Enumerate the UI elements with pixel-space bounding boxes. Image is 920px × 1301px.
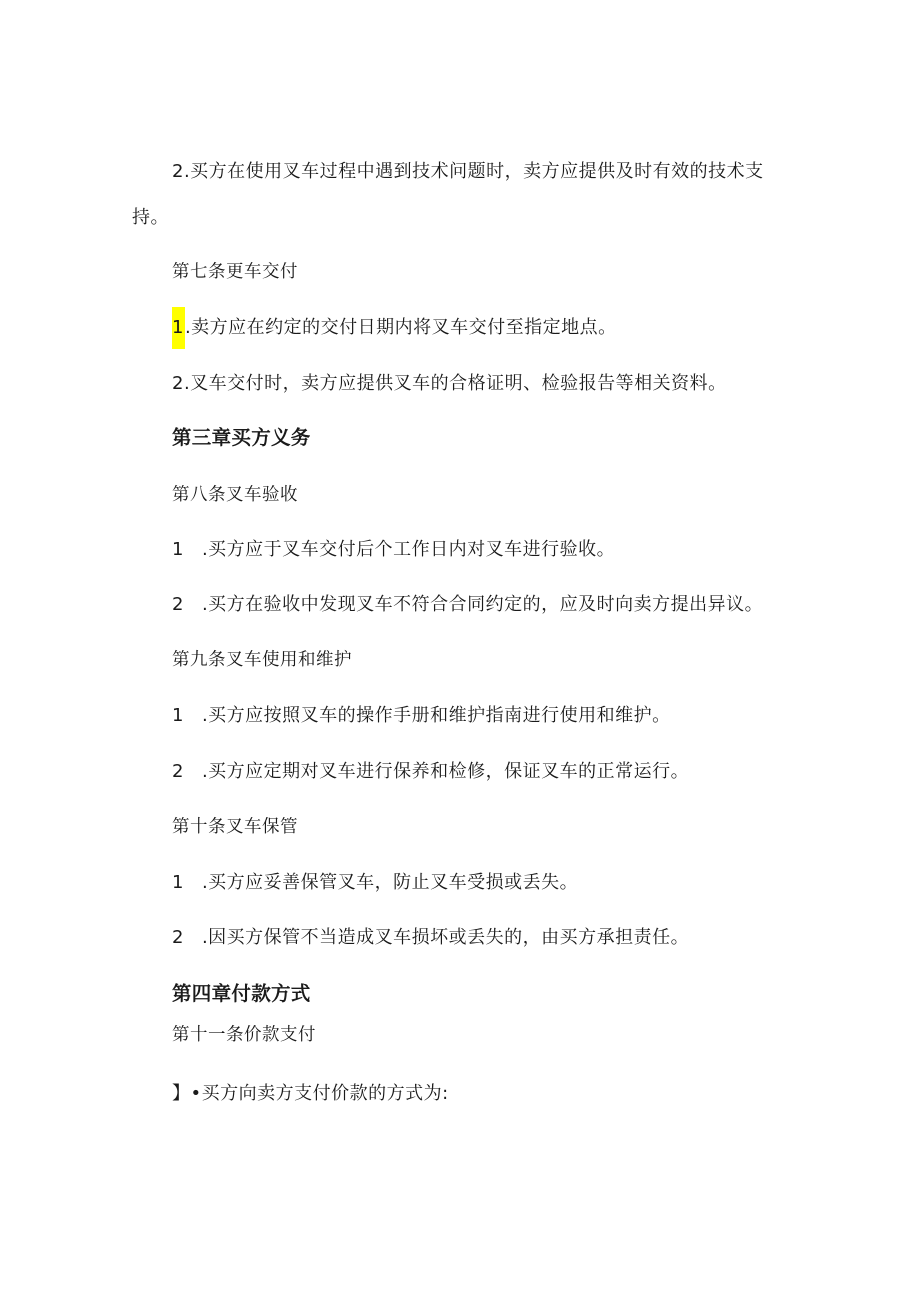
clause-9-1-text: .买方应按照叉车的操作手册和维护指南进行使用和维护。 [201, 705, 671, 726]
clause-8-2-number: 2 [172, 594, 184, 615]
clause-9-2-number: 2 [172, 761, 184, 782]
clause-9-1-number: 1 [172, 705, 184, 726]
clause-9-2 [172, 760, 689, 784]
clause-10-1-text: .买方应妥善保管叉车，防止叉车受损或丢失。 [201, 872, 579, 893]
clause-8-1-text: .买方应于叉车交付后个工作日内对叉车进行验收。 [201, 539, 616, 560]
clause-9-1 [172, 704, 671, 728]
clause-7-1-text: .卖方应在约定的交付日期内将叉车交付至指定地点。 [184, 317, 617, 338]
article-11-title: 第十一条价款支付 [172, 1025, 316, 1045]
clause-6-2: 2.买方在使用叉车过程中遇到技术问题时，卖方应提供及时有效的技术支 [172, 161, 764, 182]
clause-7-1 [172, 316, 617, 340]
clause-8-1-number: 1 [172, 539, 184, 560]
clause-11-1: 】•买方向卖方支付价款的方式为: [172, 1083, 449, 1104]
clause-6-2-continued: 持。 [132, 207, 169, 228]
clause-10-1-number: 1 [172, 872, 184, 893]
clause-9-2-text: .买方应定期对叉车进行保养和检修，保证叉车的正常运行。 [201, 761, 690, 782]
article-10-title: 第十条叉车保管 [172, 817, 298, 837]
clause-10-1 [172, 871, 578, 895]
clause-10-2-number: 2 [172, 927, 184, 948]
article-9-title: 第九条叉车使用和维护 [172, 650, 352, 670]
chapter-3-heading: 第三章买方义务 [172, 426, 311, 449]
clause-10-2-text: .因买方保管不当造成叉车损坏或丢失的，由买方承担责任。 [201, 927, 690, 948]
clause-8-1 [172, 538, 615, 562]
highlighted-number: 1 [172, 307, 185, 349]
clause-8-2 [172, 593, 763, 617]
chapter-4-heading: 第四章付款方式 [172, 982, 311, 1005]
article-8-title: 第八条叉车验收 [172, 485, 298, 505]
clause-10-2 [172, 926, 689, 950]
article-7-title: 第七条更车交付 [172, 262, 298, 282]
clause-7-2: 2.叉车交付时，卖方应提供叉车的合格证明、检验报告等相关资料。 [172, 373, 727, 394]
clause-8-2-text: .买方在验收中发现叉车不符合合同约定的，应及时向卖方提出异议。 [201, 594, 764, 615]
